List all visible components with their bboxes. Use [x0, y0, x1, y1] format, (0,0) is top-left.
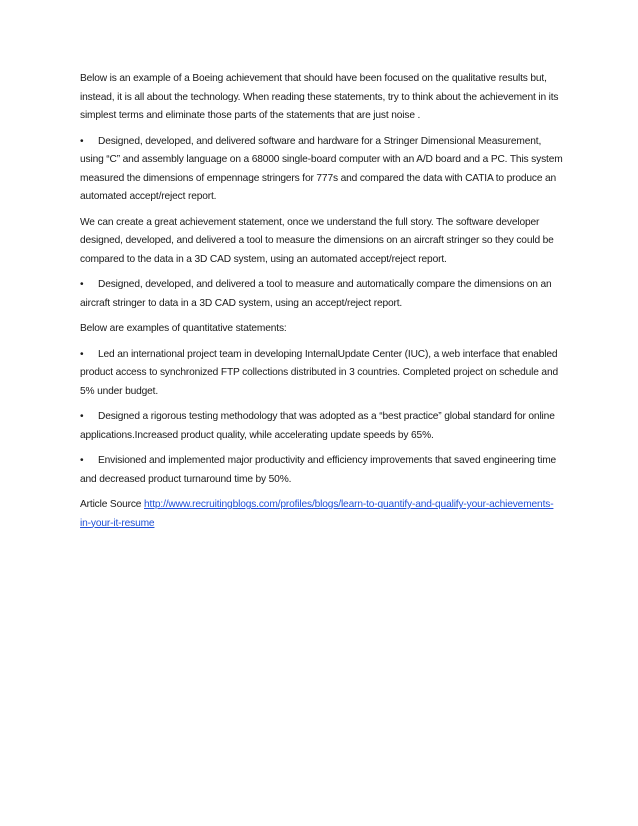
paragraph-text: Below is an example of a Boeing achievement that should have been focused on the qualitative results but, instead, it is all about the technology. When reading these statements, try to think about the achievement in its simplest terms and eliminate those parts of the statements that are just noise . [80, 73, 559, 121]
paragraph-text: Below are examples of quantitative statements: [80, 323, 287, 334]
bullet-icon: • [80, 411, 84, 422]
paragraph-text: Designed a rigorous testing methodology that was adopted as a “best practice” global standard for online applications.Increased product quality, while accelerating update speeds by 65%. [80, 411, 555, 441]
article-source-label: Article Source [80, 499, 144, 510]
bullet-icon: • [80, 135, 84, 147]
bullet-paragraph [80, 452, 563, 489]
bullet-paragraph [80, 346, 563, 402]
paragraph-text: Led an international project team in developing InternalUpdate Center (IUC), a web interface that enabled product access to synchronized FTP collections distributed in 3 countries. Completed project on schedule and 5% under budget. [80, 348, 558, 397]
document-body [80, 70, 563, 540]
bullet-paragraph [80, 408, 563, 445]
bullet-paragraph [80, 276, 563, 313]
section-intro-paragraph [80, 320, 563, 339]
article-source-link[interactable]: http://www.recruitingblogs.com/profiles/blogs/learn-to-quantify-and-qualify-your-achievements-in-your-it-resume [80, 499, 554, 529]
explanation-paragraph [80, 214, 563, 270]
article-source [80, 496, 563, 533]
bullet-paragraph [80, 133, 563, 207]
paragraph-text: Designed, developed, and delivered software and hardware for a Stringer Dimensional Measurement, using “C” and assembly language on a 68000 single-board computer with an A/D board and a PC. This system measured the dimensions of empennage stringers for 777s and compared the data with CATIA to produce an automated accept/reject report. [80, 135, 563, 202]
paragraph-text: Designed, developed, and delivered a tool to measure and automatically compare the dimensions on an aircraft stringer to data in a 3D CAD system, using an accept/reject report. [80, 279, 552, 309]
paragraph-text: We can create a great achievement statement, once we understand the full story. The software developer designed, developed, and delivered a tool to measure the dimensions on an aircraft stringer so they could be compared to the data in a 3D CAD system, using an automated accept/reject report. [80, 216, 554, 265]
bullet-icon: • [80, 348, 84, 360]
paragraph-text: Envisioned and implemented major productivity and efficiency improvements that saved engineering time and decreased product turnaround time by 50%. [80, 455, 557, 485]
bullet-icon: • [80, 455, 84, 466]
intro-paragraph [80, 70, 563, 126]
bullet-icon: • [80, 279, 84, 290]
